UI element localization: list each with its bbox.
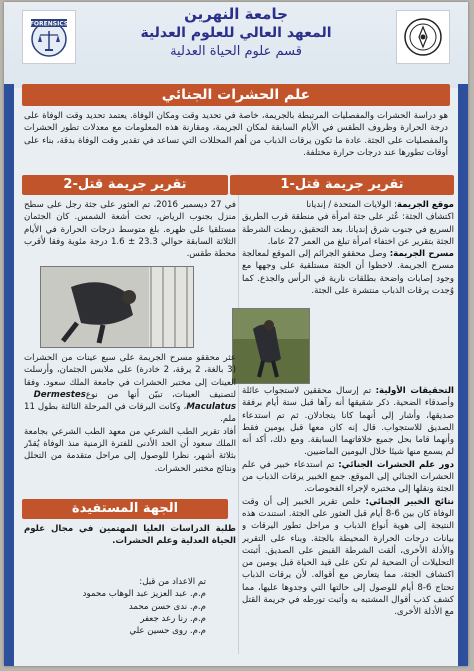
poster-title: علم الحشرات الجنائي: [22, 84, 450, 106]
report1-initial-label: التحقيقات الأولية:: [375, 386, 454, 396]
report1-scene: وصل محققو الجرائم إلى الموقع لمعالجة مسرح الجريمة. لاحظوا أن الجثة مستلقية على وجهها مع وجود إصابات واضحة بطلقات نارية في الرأس والجذع. كما وُجدت يرقات الذباب منتشرة على الجثة.: [242, 249, 454, 297]
credit-name-3: م.م. رنا رعد جعفر: [140, 613, 206, 624]
report1-entomologist: تم استدعاء خبير في علم الحشرات الجنائي إلى الموقع. جمع الخبير يرقات الذباب من الجثة ونقلها إلى مختبره لإجراء الفحوصات.: [242, 459, 454, 495]
report1-entomologist-label: دور علم الحشرات الجنائي:: [338, 459, 454, 470]
university-seal: [396, 10, 450, 64]
report1-results-label: نتائج الخبير الجنائي:: [365, 496, 454, 507]
institute-name: المعهد العالي للعلوم العدلية: [140, 25, 332, 41]
report1-discovery: اكتشاف الجثة: عُثر على جثة امرأة في منطقة قرب الطريق السريع في جنوب شرق إنديانا. بعد التحقيق، ربطت الشرطة الجثة بتقرير عن اختفاء امرأة تبلغ من العمر 27 عاما.: [242, 212, 454, 247]
rooftop-body-photo-icon: [41, 267, 193, 347]
forensics-logo: [22, 10, 76, 64]
report1-scene-label: مسرح الجريمة:: [389, 249, 454, 260]
university-seal-icon: [401, 15, 445, 59]
report2-details: [24, 352, 236, 494]
report1-results: خلص تقرير الخبير إلى أن وقت الوفاة كان بين 6-8 أيام قبل العثور على الجثة. استندت هذه النتيجة إلى هوية أنواع الذباب و مراحل تطور اليرقات و بيانات درجات الحرارة المحيطة بالجثة. وبناء على التقرير والأدلة الأخرى، ألقت الشرطة القبض على الصديق. أثبتت التحليلات أن الضحية لم تكن على قيد الحياة قبل يومين من اكتشاف الجثة، مما يتعارض مع أقواله. لأن يرقات الذباب تحتاج 6-8 أيام للوصول إلى حالتها التي وجدوها عليها، مما كشف كذب أقوال المشتبه به وأثبت تورطه في جريمة القتل مع الأدلة الأخرى.: [242, 496, 454, 618]
prepared-by-label: تم الاعداد من قبل:: [139, 577, 206, 587]
report1-photo: [232, 308, 310, 384]
report2-paragraph-3: أفاد تقرير الطب الشرعي من معهد الطب الشرعي بجامعة الملك سعود أن الحد الأدنى للفترة الزمنية منذ الوفاة يُقدّر بثلاثة أشهر، نظرا للوصول إلى مراحل متقدمة من التحلل ونتائج مختبر الحشرات.: [24, 426, 236, 474]
report1-location: : الولايات المتحدة / إنديانا: [306, 200, 397, 210]
report1-location-label: موقع الجريمة: [396, 200, 454, 210]
logo-left-label: FORENSICS: [29, 20, 69, 28]
report2-paragraph-1: في 27 ديسمبر 2016، تم العثور على جثة رجل على سطح منزل بجنوب الرياض، تحت أشعة الشمس. كان الجثمان مستلقيا على ظهره. بلغ متوسط درجات الحرارة في الأيام الثلاثة السابقة حوالي 23.3 ± 1.6 درجة مئوية وفقا لأقرب محطة طقس.: [24, 200, 236, 260]
left-border-stripe: [4, 84, 14, 666]
credit-name-2: م.م. ندى حسن محمد: [128, 601, 206, 612]
report2-paragraph-2a: عثر محققو مسرح الجريمة على سبع عينات من الحشرات (3 بالغة، 2 يرقة، 2 خادرة) على ملابس الجثمان، وأرسلت العينات إلى مختبر الحشرات في جامعة الملك سعود. وفقا لتصنيف العينات، تبيّن أنها من نوع: [24, 353, 236, 400]
credits-block: [24, 576, 236, 656]
report2-title: تقرير جريمة قتل-2: [22, 175, 228, 195]
report2-species: Dermestes Maculatus: [24, 389, 236, 413]
column-divider: [238, 174, 239, 654]
crime-scene-photo-icon: [233, 309, 309, 383]
university-name: جامعة النهرين: [184, 5, 288, 23]
report2-paragraph-2b: ، وكانت اليرقات في المرحلة الثالثة بطول 11 ملم.: [24, 402, 236, 425]
beneficiary-text: طلبة الدراسات العليا المهتمين في مجال علوم الحياة العدلية وعلم الحشرات.: [24, 524, 236, 547]
department-name: قسم علوم الحياة العدلية: [170, 44, 302, 59]
right-border-stripe: [458, 84, 468, 666]
credit-name-4: م.م. روى حسين علي: [129, 626, 206, 637]
report1-title: تقرير جريمة قتل-1: [230, 175, 454, 195]
report1-details: [242, 385, 454, 653]
report1-intro: [242, 199, 454, 307]
beneficiary-title: الجهة المستفيدة: [22, 499, 228, 519]
report1-initial: تم إرسال محققين لاستجواب عائلة وأصدقاء الضحية. ذكر شقيقها أنه رآها قبل ستة أيام برفقة صديقها، وأشار إلى أنهما كانا يتجادلان. ثم تم استدعاء الصديق للاستجواب. قال إنه كان معها قبل يومين فقط وأنهما قاما بحل جميع خلافاتهما السابقة. ومع ذلك، أكد أنه لم يسمع منها شيئا خلال اليومين الماضيين.: [242, 386, 454, 458]
intro-paragraph: هو دراسة الحشرات والمفصليات المرتبطة بالجريمة، خاصة في تحديد وقت ومكان الوفاة. يعتمد تحديد وقت الوفاة على درجة الحرارة وظروف الطقس في الأيام السابقة لمكان الجريمة، ومقارنة هذه المعلومات مع معدلات تطور الحشرات والمفصليات على الجثة. عادة ما تكون يرقات الذباب من أهم المحللات التي تساعد في تقدير وقت الوفاة بدقة، بناء على أوقات تطورها عند درجات حرارة مختلفة.: [24, 111, 448, 158]
credit-name-1: م.م. عبد العزيز عبد الوهاب محمود: [82, 589, 206, 600]
forensics-logo-icon: [27, 15, 71, 59]
poster: [4, 2, 468, 666]
report2-photo: [40, 266, 194, 348]
